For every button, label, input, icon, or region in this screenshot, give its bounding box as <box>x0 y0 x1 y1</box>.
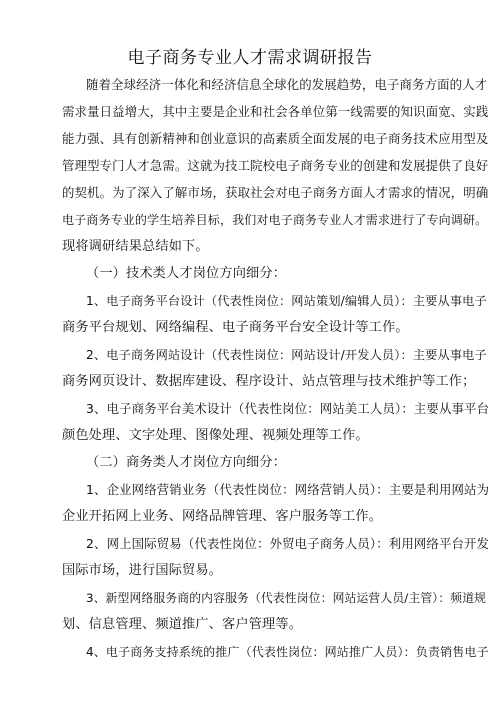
body-line-20: 3、新型网络服务商的内容服务（代表性岗位：网站运营人员/主管）：频道规 <box>86 591 487 605</box>
body-line-4: 管理型专门人才急需。这就为技工院校电子商务专业的创建和发展提供了良好 <box>62 158 489 173</box>
body-line-18: 2、网上国际贸易（代表性岗位：外贸电子商务人员）：利用网络平台开发 <box>86 536 490 551</box>
body-line-7: 现将调研结果总结如下。 <box>62 239 209 254</box>
body-line-9: 1、电子商务平台设计（代表性岗位：网站策划/编辑人员）：主要从事电子 <box>86 294 487 308</box>
body-line-6: 电子商务专业的学生培养目标，我们对电子商务专业人才需求进行了专向调研。 <box>62 213 488 227</box>
body-line-16: 1、企业网络营销业务（代表性岗位：网络营销人员）：主要是利用网站为 <box>86 482 490 497</box>
body-line-12: 商务网页设计、数据库建设、程序设计、站点管理与技术维护等工作； <box>62 374 476 389</box>
body-line-13: 3、电子商务平台美术设计（代表性岗位：网站美工人员）：主要从事平台 <box>86 401 490 416</box>
document-title: 电子商务专业人才需求调研报告 <box>127 48 373 68</box>
body-line-21: 划、信息管理、频道推广、客户管理等。 <box>62 617 303 632</box>
body-line-17: 企业开拓网上业务、网络品牌管理、客户服务等工作。 <box>62 509 383 524</box>
body-line-11: 2、电子商务网站设计（代表性岗位：网站设计/开发人员）：主要从事电子 <box>86 348 487 362</box>
body-line-2: 需求量日益增大，其中主要是企业和社会各单位第一线需要的知识面宽、实践 <box>62 104 489 119</box>
section-heading-business: （二）商务类人才岗位方向细分： <box>86 455 287 470</box>
body-line-14: 颜色处理、文字处理、图像处理、视频处理等工作。 <box>62 428 369 443</box>
body-line-22: 4、电子商务支持系统的推广（代表性岗位：网站推广人员）：负责销售电子 <box>86 645 489 659</box>
section-heading-technical: （一）技术类人才岗位方向细分： <box>86 266 287 281</box>
body-line-1: 随着全球经济一体化和经济信息全球化的发展趋势，电子商务方面的人才 <box>86 77 488 92</box>
body-line-5: 的契机。为了深入了解市场，获取社会对电子商务方面人才需求的情况，明确 <box>62 185 489 200</box>
body-line-3: 能力强、具有创新精神和创业意识的高素质全面发展的电子商务技术应用型及 <box>62 131 489 146</box>
body-line-19: 国际市场，进行国际贸易。 <box>62 563 223 578</box>
body-line-10: 商务平台规划、网络编程、电子商务平台安全设计等工作。 <box>62 320 409 335</box>
